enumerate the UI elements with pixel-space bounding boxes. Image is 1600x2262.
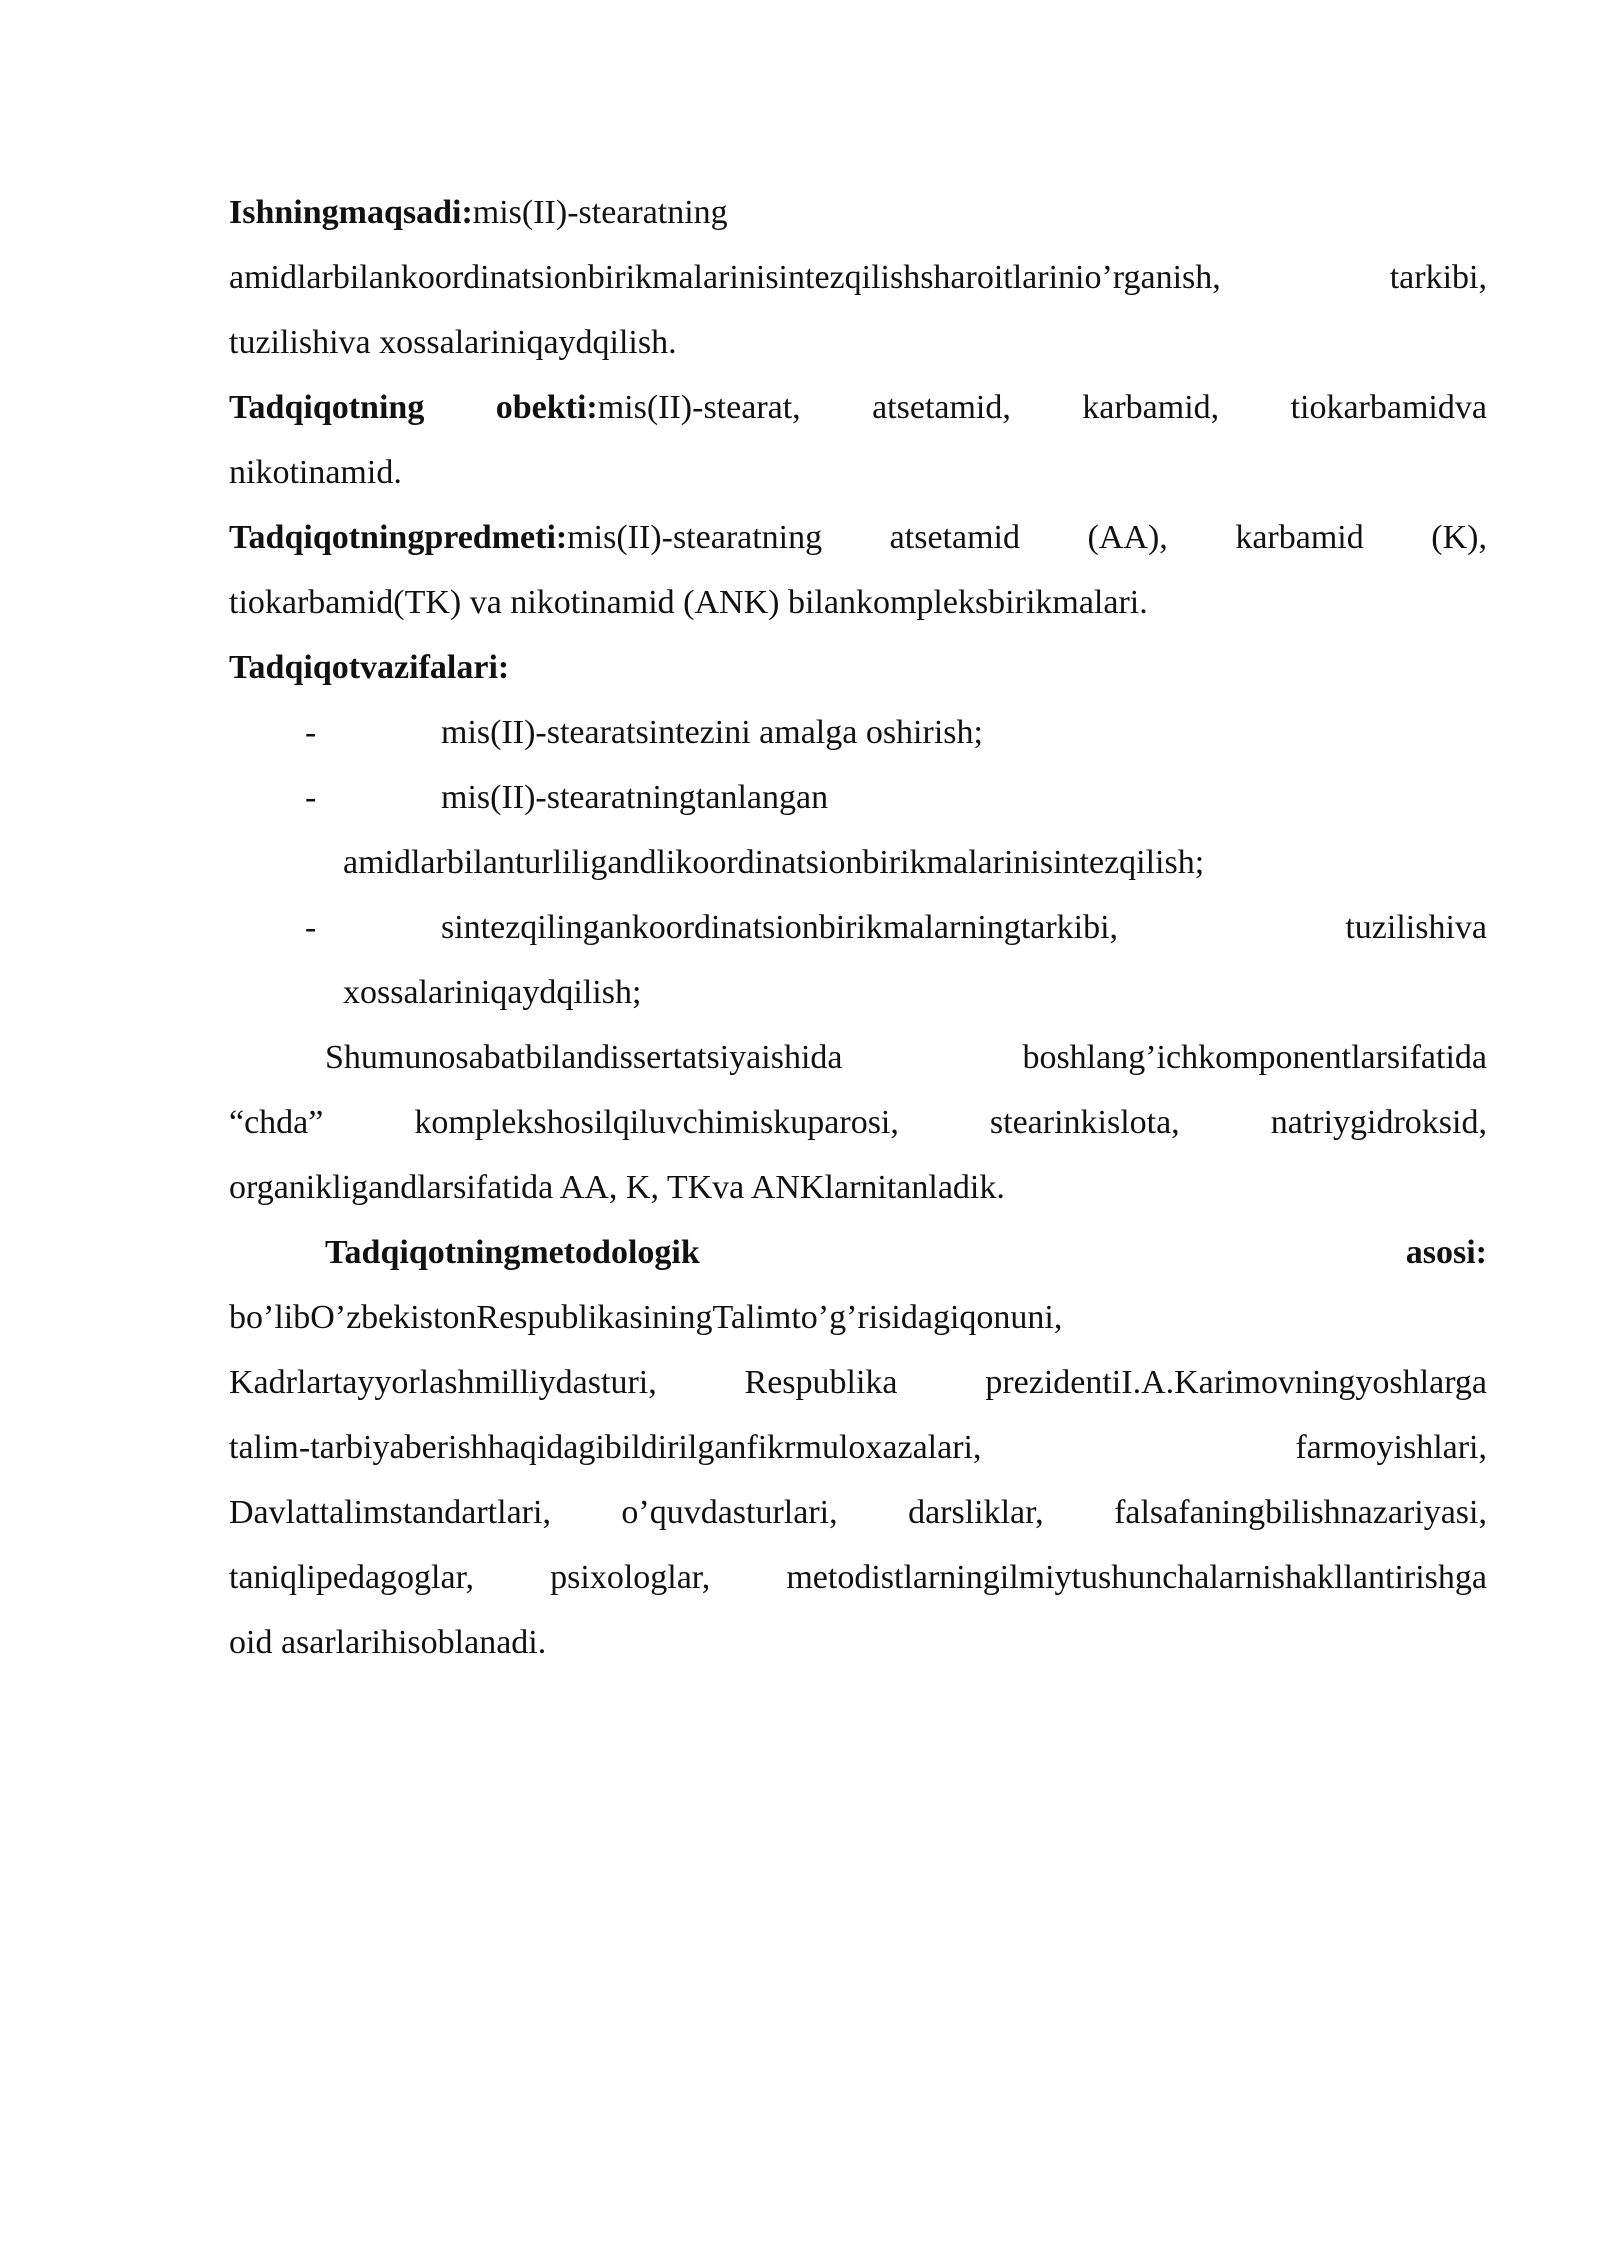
- subject-text-1d: karbamid: [1235, 519, 1364, 556]
- tasks-heading: [229, 635, 1487, 700]
- subject-line-1: [229, 505, 1487, 570]
- task-text-3a: sintezqilingankoordinatsionbirikmalarningtarkibi,: [441, 909, 1119, 946]
- goal-label: Ishningmaqsadi:: [229, 194, 473, 231]
- goal-text-2b: tarkibi,: [1389, 259, 1487, 296]
- document-page: [229, 180, 1487, 1675]
- methodology-text-3b: farmoyishlari,: [1295, 1429, 1487, 1466]
- task-text-1: mis(II)-stearatsintezini amalga oshirish;: [441, 714, 983, 751]
- goal-line-2: [229, 245, 1487, 310]
- task-text-3b: tuzilishiva: [1345, 909, 1487, 946]
- subject-line-2: tiokarbamid(TK) va nikotinamid (ANK) bilankompleksbirikmalari.: [229, 584, 1148, 621]
- object-label-a: Tadqiqotning: [229, 389, 425, 426]
- object-line-1: [229, 375, 1487, 440]
- task-item-2: [229, 765, 1487, 895]
- task-text-2a: mis(II)-stearatningtanlangan: [441, 779, 829, 816]
- object-section: [229, 375, 1487, 505]
- methodology-label-a: Tadqiqotningmetodologik: [325, 1234, 700, 1271]
- methodology-line-6: oid asarlarihisoblanadi.: [229, 1624, 547, 1661]
- task-text-2b: amidlarbilanturliligandlikoordinatsionbirikmalarinisintezqilish;: [343, 844, 1205, 881]
- methodology-line-5: taniqlipedagoglar, psixologlar, metodistlarningilmiytushunchalarnishakllantirishga: [229, 1559, 1487, 1596]
- methodology-section: [229, 1220, 1487, 1675]
- methodology-line-0: [229, 1220, 1487, 1285]
- goal-text-1: mis(II)-stearatning: [472, 194, 728, 231]
- task-item-1: [229, 700, 1487, 765]
- subject-section: [229, 505, 1487, 635]
- components-text-1b: boshlang’ichkomponentlarsifatida: [1022, 1039, 1487, 1076]
- methodology-line-1: bo’libO’zbekistonRespublikasiningTalimto’g’risidagiqonuni,: [229, 1299, 1063, 1336]
- goal-line-1: [229, 180, 1487, 245]
- subject-text-1c: (AA),: [1087, 519, 1168, 556]
- task-dash-2: -: [305, 779, 317, 816]
- task-item-3: [229, 895, 1487, 1025]
- object-text-1b: atsetamid,: [872, 389, 1011, 426]
- methodology-text-3a: talim-tarbiyaberishhaqidagibildirilganfikrmuloxazalari,: [229, 1429, 982, 1466]
- tasks-label: Tadqiqotvazifalari:: [229, 649, 510, 686]
- subject-label: Tadqiqotningpredmeti:: [229, 519, 568, 556]
- methodology-line-2: Kadrlartayyorlashmilliydasturi, Respublika prezidentiI.A.Karimovningyoshlarga: [229, 1364, 1487, 1401]
- subject-text-1b: atsetamid: [889, 519, 1020, 556]
- task-text-3c: xossalariniqaydqilish;: [343, 974, 642, 1011]
- object-text-1a: mis(II)-stearat,: [597, 389, 801, 426]
- object-line-2: nikotinamid.: [229, 454, 402, 491]
- methodology-line-3: [229, 1415, 1487, 1480]
- subject-text-1a: mis(II)-stearatning: [567, 519, 823, 556]
- components-line-3: organikligandlarsifatida AA, K, TKva ANKlarnitanladik.: [229, 1169, 1005, 1206]
- methodology-line-4: Davlattalimstandartlari, o’quvdasturlari, darsliklar, falsafaningbilishnazariyasi,: [229, 1494, 1487, 1531]
- tasks-section: [229, 635, 1487, 1025]
- components-line-1: [229, 1025, 1487, 1090]
- components-line-2: “chda” komplekshosilqiluvchimiskuparosi, stearinkislota, natriygidroksid,: [229, 1104, 1487, 1141]
- object-text-1c: karbamid,: [1082, 389, 1220, 426]
- components-section: [229, 1025, 1487, 1220]
- object-text-1d: tiokarbamidva: [1290, 389, 1487, 426]
- task-dash-1: -: [305, 714, 317, 751]
- goal-line-3: tuzilishiva xossalariniqaydqilish.: [229, 324, 677, 361]
- object-label-b: obekti:: [495, 389, 598, 426]
- goal-section: [229, 180, 1487, 375]
- methodology-label-b: asosi:: [1405, 1234, 1487, 1271]
- subject-text-1e: (K),: [1431, 519, 1487, 556]
- task-dash-3: -: [305, 909, 317, 946]
- components-text-1a: Shumunosabatbilandissertatsiyaishida: [325, 1039, 843, 1076]
- goal-text-2a: amidlarbilankoordinatsionbirikmalarinisintezqilishsharoitlarinio’rganish,: [229, 259, 1221, 296]
